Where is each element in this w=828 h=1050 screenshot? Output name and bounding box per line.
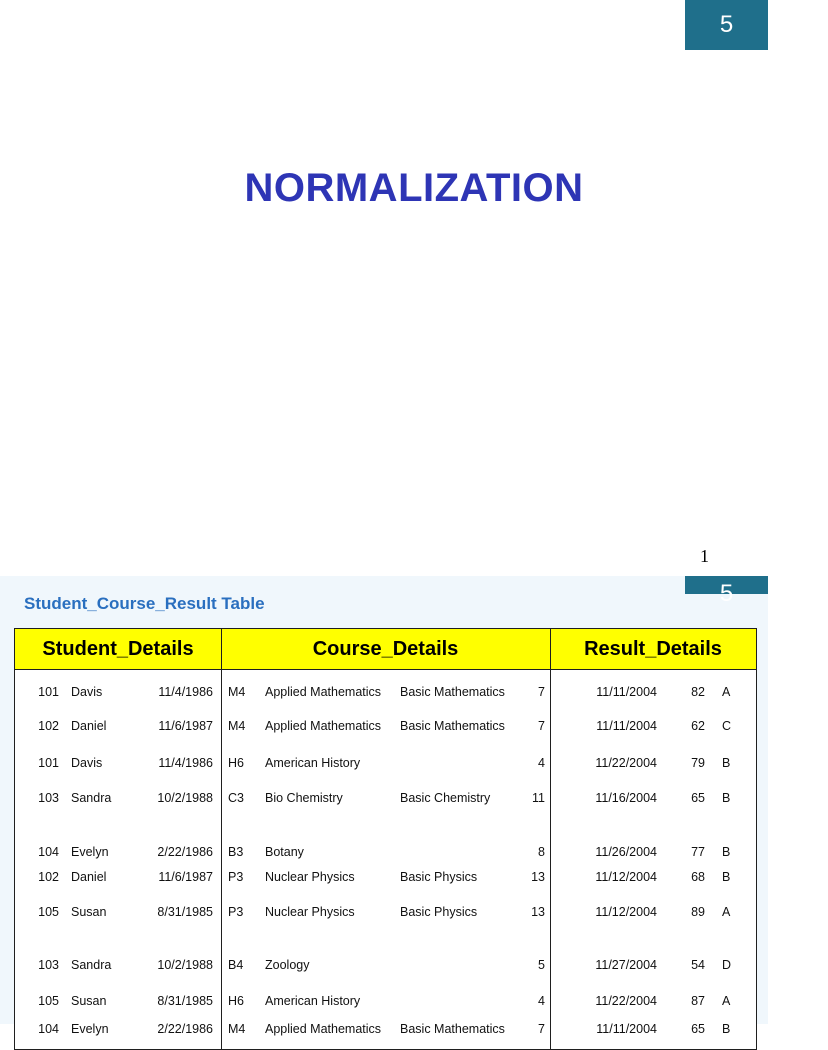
cell-date: 11/11/2004 [596, 1022, 657, 1036]
cell-name: Daniel [71, 719, 107, 733]
table-row [15, 756, 756, 776]
table-slide [0, 576, 768, 1036]
cell-prereq: Basic Physics [400, 905, 478, 919]
cell-date: 11/11/2004 [596, 719, 657, 733]
cell-course: Botany [265, 845, 304, 859]
cell-dur: 4 [538, 994, 545, 1008]
cell-dob: 2/22/1986 [157, 845, 213, 859]
cell-date: 11/12/2004 [595, 870, 657, 884]
cell-dur: 13 [531, 905, 545, 919]
cell-dob: 2/22/1986 [157, 1022, 213, 1036]
slide-number-badge [685, 576, 768, 607]
cell-course: Nuclear Physics [265, 870, 355, 884]
cell-code: P3 [228, 870, 244, 884]
cell-code: M4 [228, 1022, 246, 1036]
cell-prereq: Basic Mathematics [400, 719, 505, 733]
cell-grade: B [722, 845, 731, 859]
table-row [15, 994, 756, 1014]
cell-code: B4 [228, 958, 244, 972]
cell-dur: 8 [538, 845, 545, 859]
cell-dob: 11/6/1987 [158, 870, 213, 884]
cell-date: 11/16/2004 [595, 791, 657, 805]
cell-grade: A [722, 905, 731, 919]
header-result-details: Result_Details [584, 637, 722, 660]
cell-course: American History [265, 756, 361, 770]
cell-id: 102 [38, 870, 59, 884]
cell-marks: 89 [691, 905, 705, 919]
cell-id: 101 [38, 756, 59, 770]
cell-name: Daniel [71, 870, 107, 884]
table-row [15, 719, 756, 739]
cell-dob: 11/4/1986 [158, 756, 213, 770]
cell-prereq: Basic Mathematics [400, 1022, 505, 1036]
cell-id: 105 [38, 994, 59, 1008]
cell-marks: 68 [691, 870, 705, 884]
cell-dob: 11/6/1987 [158, 719, 213, 733]
cell-prereq: Basic Mathematics [400, 685, 505, 699]
cell-dob: 8/31/1985 [157, 905, 213, 919]
cell-marks: 65 [691, 1022, 705, 1036]
cell-id: 105 [38, 905, 59, 919]
cell-course: Applied Mathematics [265, 719, 382, 733]
header-course-details: Course_Details [312, 637, 459, 660]
cell-dur: 11 [532, 791, 545, 805]
header-student-details: Student_Details [42, 637, 194, 660]
table-row [15, 685, 756, 705]
cell-grade: B [722, 1022, 731, 1036]
cell-dur: 7 [538, 1022, 545, 1036]
page-number: 1 [700, 546, 709, 566]
table-row [15, 1022, 756, 1042]
cell-marks: 82 [691, 685, 705, 699]
cell-code: M4 [228, 719, 246, 733]
student-course-result-table [14, 628, 757, 1050]
cell-course: Nuclear Physics [265, 905, 355, 919]
cell-date: 11/26/2004 [595, 845, 657, 859]
table-row [15, 905, 756, 925]
table-title: Student_Course_Result Table [24, 594, 265, 613]
cell-prereq: Basic Physics [400, 870, 478, 884]
table-row [15, 870, 756, 890]
cell-name: Davis [71, 756, 103, 770]
slide-number-badge [685, 0, 768, 50]
slide-title: NORMALIZATION [244, 166, 584, 210]
cell-id: 104 [38, 845, 59, 859]
cell-dob: 10/2/1988 [157, 791, 213, 805]
table-row [15, 958, 756, 978]
cell-course: American History [265, 994, 361, 1008]
cell-grade: A [722, 994, 731, 1008]
cell-marks: 54 [691, 958, 705, 972]
cell-dur: 5 [538, 958, 545, 972]
cell-marks: 62 [691, 719, 705, 733]
cell-marks: 87 [691, 994, 705, 1008]
cell-date: 11/22/2004 [595, 994, 657, 1008]
cell-course: Bio Chemistry [265, 791, 343, 805]
cell-id: 102 [38, 719, 59, 733]
cell-dur: 4 [538, 756, 545, 770]
cell-grade: C [722, 719, 732, 733]
cell-id: 101 [38, 685, 59, 699]
cell-id: 104 [38, 1022, 59, 1036]
cell-date: 11/11/2004 [596, 685, 657, 699]
cell-dur: 7 [538, 685, 545, 699]
cell-code: C3 [228, 791, 244, 805]
cell-code: H6 [228, 994, 244, 1008]
cell-grade: D [722, 958, 732, 972]
cell-name: Susan [71, 994, 107, 1008]
cell-marks: 65 [691, 791, 705, 805]
cell-marks: 77 [691, 845, 705, 859]
cell-id: 103 [38, 791, 59, 805]
cell-course: Applied Mathematics [265, 685, 382, 699]
cell-name: Evelyn [71, 845, 109, 859]
cell-course: Zoology [265, 958, 310, 972]
cell-dob: 8/31/1985 [157, 994, 213, 1008]
cell-course: Applied Mathematics [265, 1022, 382, 1036]
table-header [15, 629, 756, 670]
cell-date: 11/22/2004 [595, 756, 657, 770]
cell-prereq: Basic Chemistry [400, 791, 491, 805]
table-row [15, 845, 756, 865]
cell-name: Evelyn [71, 1022, 109, 1036]
cell-dur: 7 [538, 719, 545, 733]
cell-grade: B [722, 791, 731, 805]
cell-date: 11/27/2004 [595, 958, 657, 972]
cell-name: Susan [71, 905, 107, 919]
cell-code: P3 [228, 905, 244, 919]
slide-number: 5 [719, 11, 734, 38]
cell-code: M4 [228, 685, 246, 699]
slide-number: 5 [719, 580, 734, 607]
cell-marks: 79 [691, 756, 705, 770]
cell-grade: B [722, 870, 731, 884]
cell-dob: 10/2/1988 [157, 958, 213, 972]
cell-date: 11/12/2004 [595, 905, 657, 919]
cell-name: Sandra [71, 958, 112, 972]
cell-dur: 13 [531, 870, 545, 884]
cell-name: Davis [71, 685, 103, 699]
cell-grade: B [722, 756, 731, 770]
table-row [15, 791, 756, 811]
cell-code: H6 [228, 756, 244, 770]
cell-id: 103 [38, 958, 59, 972]
cell-dob: 11/4/1986 [158, 685, 213, 699]
cell-grade: A [722, 685, 731, 699]
cell-name: Sandra [71, 791, 112, 805]
cell-code: B3 [228, 845, 244, 859]
